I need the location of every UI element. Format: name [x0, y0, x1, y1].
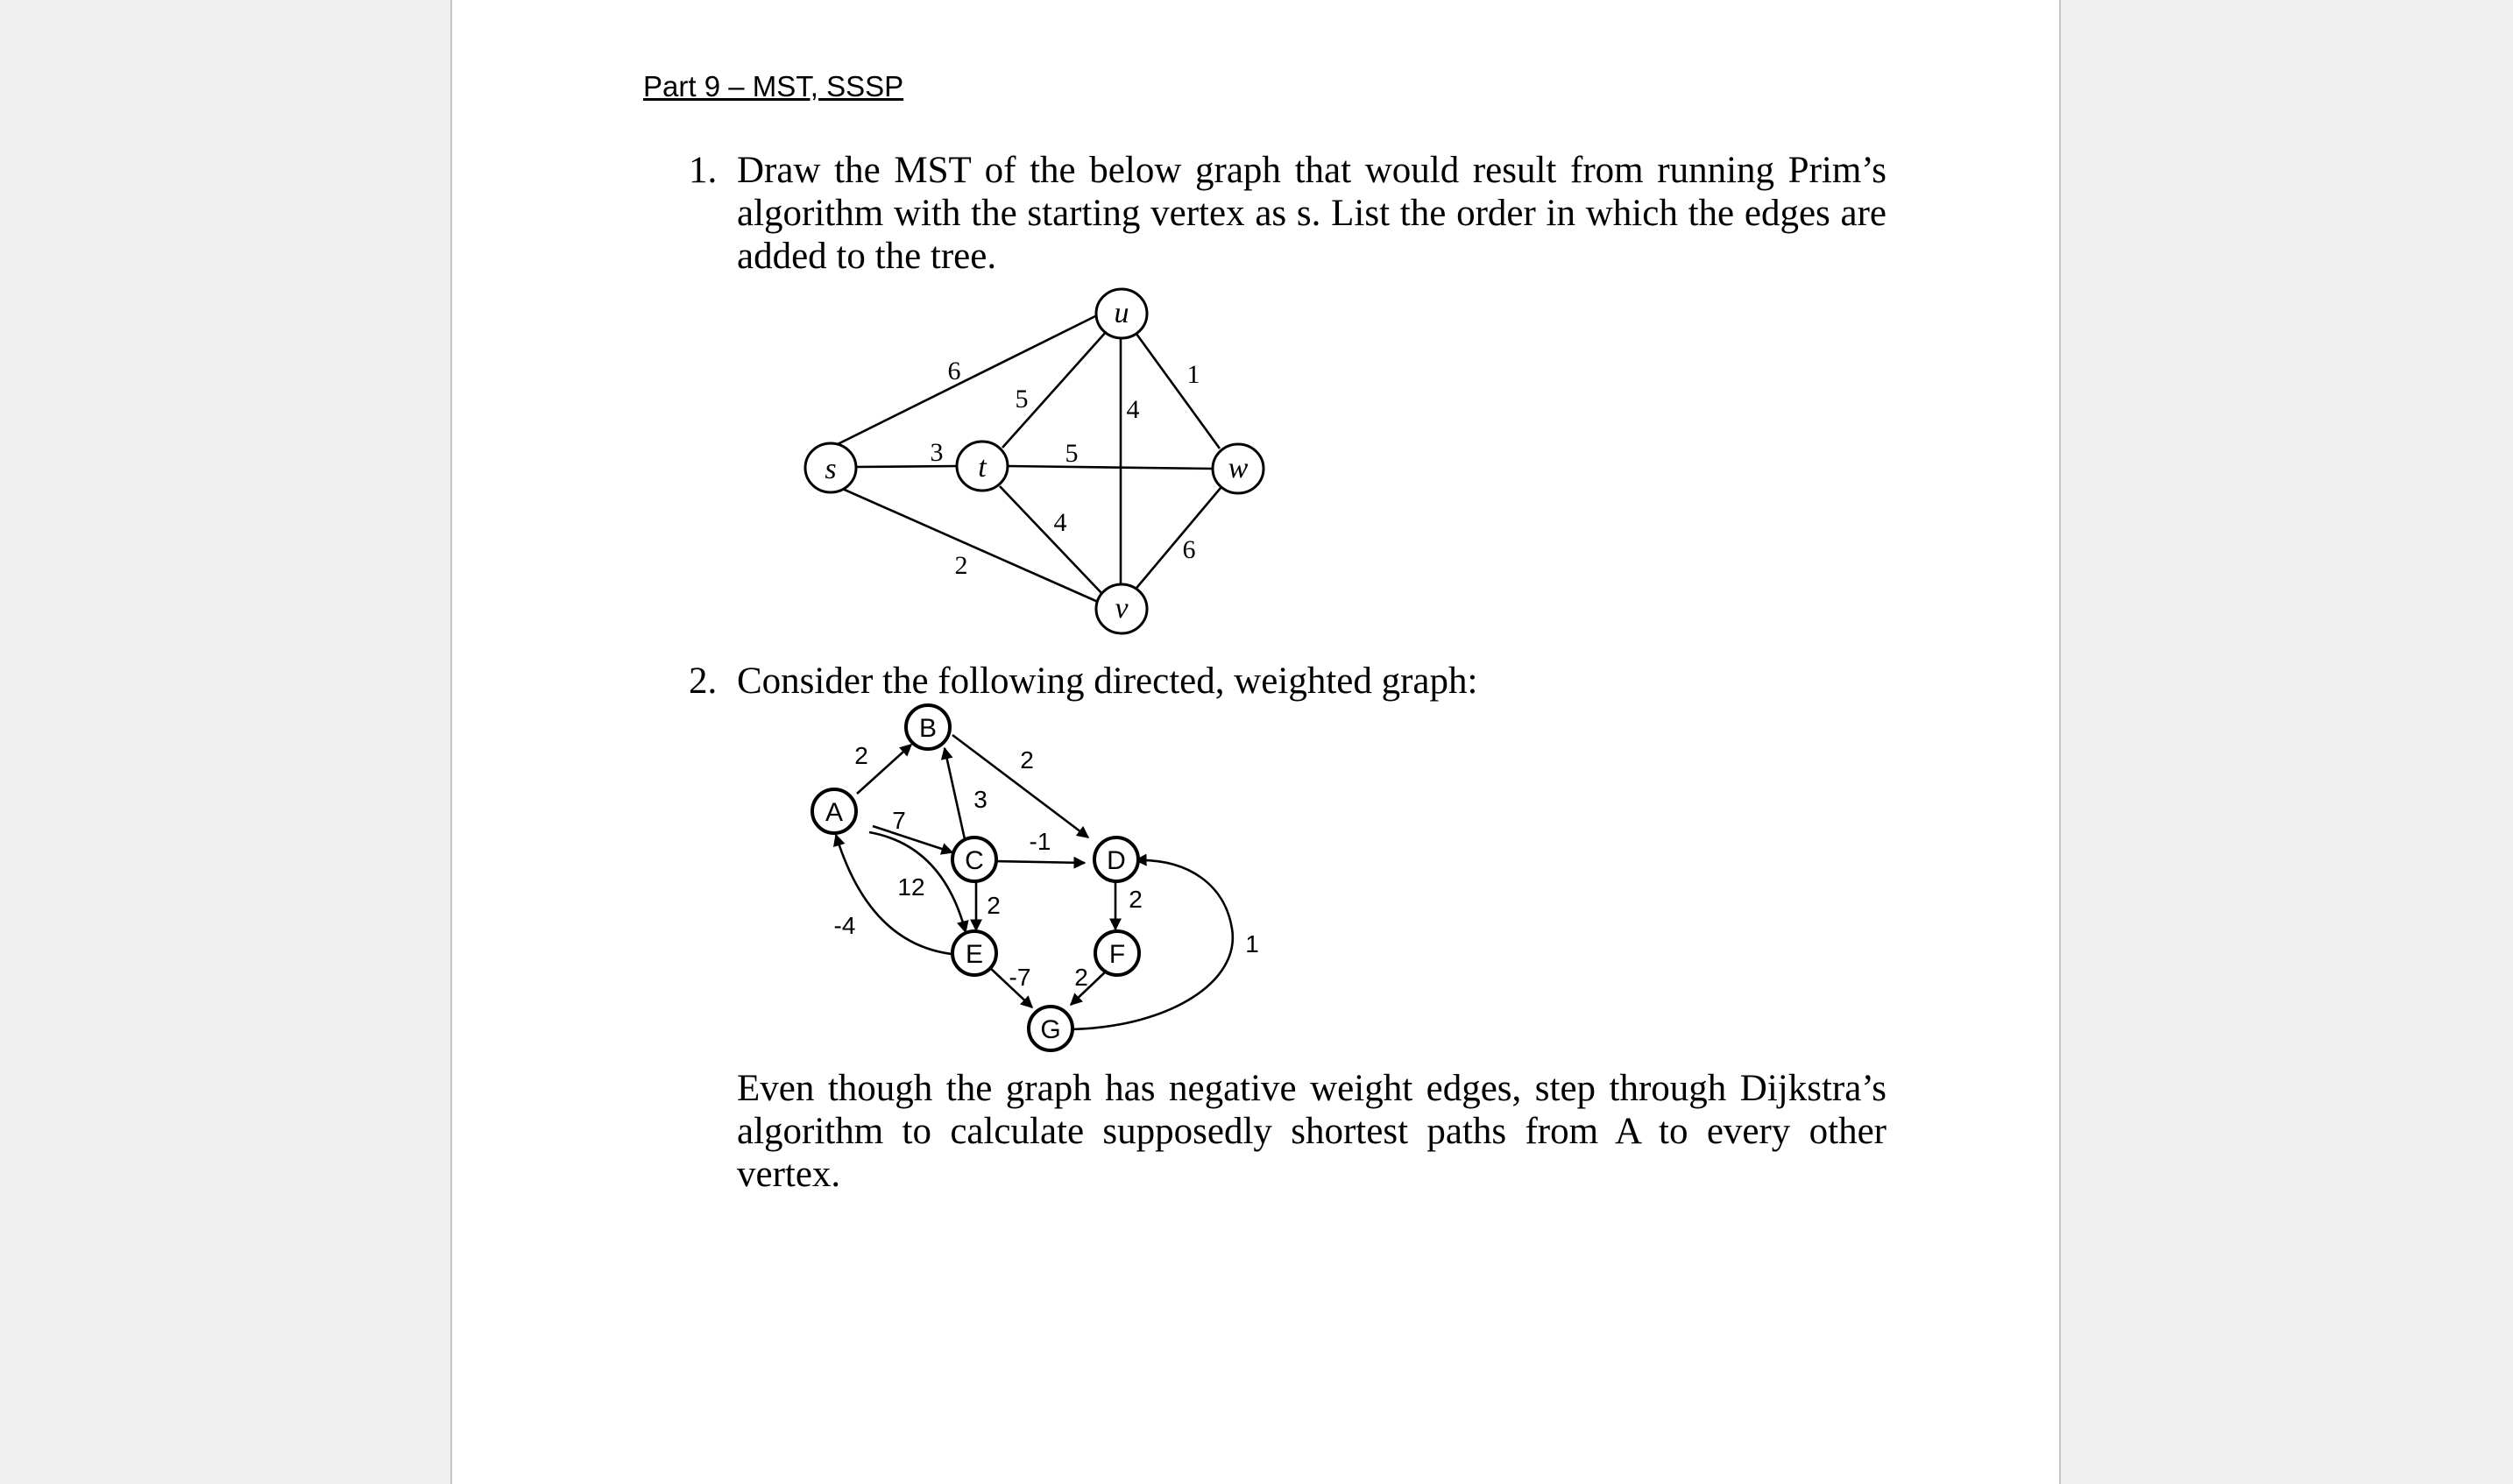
weight-a-c: 7	[892, 807, 906, 834]
edge-u-w	[1134, 330, 1220, 449]
weight-t-v: 4	[1053, 508, 1067, 537]
question-2-line-2: algorithm to calculate supposedly shortest paths from A to every other vertex.	[737, 1111, 1887, 1195]
vertex-e	[952, 931, 996, 975]
vertex-g	[1029, 1007, 1072, 1050]
weight-u-w: 1	[1186, 360, 1200, 389]
weight-s-t: 3	[930, 438, 944, 467]
vertex-d	[1094, 837, 1138, 881]
weight-a-e: 12	[897, 873, 925, 901]
vertex-v	[1096, 584, 1147, 633]
vertex-a	[812, 789, 856, 833]
vertex-c-label: C	[965, 846, 984, 875]
vertex-t-label: t	[978, 451, 987, 484]
weight-t-u: 5	[1015, 385, 1029, 413]
weight-b-d: 2	[1020, 746, 1034, 774]
vertex-u-label: u	[1114, 297, 1129, 329]
vertex-f	[1095, 931, 1139, 975]
graphs-canvas	[452, 0, 2063, 1484]
weight-t-w: 5	[1065, 439, 1079, 468]
weight-f-g: 2	[1074, 964, 1088, 991]
weight-e-g: -7	[1009, 964, 1031, 991]
mst-vertices	[805, 289, 1264, 633]
vertex-c	[952, 837, 996, 881]
weight-u-v: 4	[1126, 395, 1140, 424]
question-1-number: 1.	[689, 150, 718, 191]
question-2-number: 2.	[689, 661, 718, 702]
dijkstra-weights	[834, 742, 1259, 991]
question-1-line-3: added to the tree.	[737, 236, 997, 277]
edge-v-w	[1133, 488, 1221, 592]
weight-c-b: 3	[973, 786, 988, 813]
vertex-g-label: G	[1040, 1015, 1061, 1044]
vertex-e-label: E	[965, 940, 984, 969]
question-2-line-1: Even though the graph has negative weight edges, step through Dijkstra’s	[737, 1068, 1887, 1109]
vertex-b-label: B	[918, 714, 938, 743]
vertex-v-label: v	[1115, 592, 1129, 625]
vertex-a-label: A	[825, 798, 844, 827]
question-1-line-1: Draw the MST of the below graph that would result from running Prim’s	[737, 150, 1887, 191]
vertex-u	[1096, 289, 1147, 338]
edge-t-v	[1000, 486, 1104, 596]
question-1-line-2: algorithm with the starting vertex as s. List the order in which the edges are	[737, 193, 1887, 234]
edge-c-d	[993, 861, 1085, 863]
weight-d-f: 2	[1129, 886, 1143, 913]
question-2-intro-line: Consider the following directed, weighted graph:	[737, 661, 1478, 702]
section-heading: Part 9 – MST, SSSP	[643, 70, 904, 102]
vertex-d-label: D	[1107, 846, 1126, 875]
vertex-s-label: s	[825, 453, 837, 485]
vertex-t	[957, 442, 1008, 491]
vertex-f-label: F	[1108, 940, 1126, 969]
weight-a-b: 2	[854, 742, 868, 769]
document-page	[450, 0, 2061, 1484]
weight-s-u: 6	[947, 357, 961, 385]
weight-g-d: 1	[1245, 930, 1259, 958]
vertex-s	[805, 443, 856, 492]
edge-c-b	[945, 748, 965, 839]
weight-v-w: 6	[1182, 535, 1196, 564]
mst-graph	[829, 313, 1221, 602]
vertex-b	[906, 705, 950, 749]
weight-s-v: 2	[954, 551, 968, 580]
weight-c-e: 2	[987, 892, 1001, 919]
weight-c-d: -1	[1029, 828, 1051, 855]
vertex-w-label: w	[1228, 452, 1249, 484]
weight-e-a: -4	[833, 912, 856, 939]
edge-s-v	[831, 484, 1098, 602]
edge-t-w	[1007, 466, 1214, 469]
vertex-w	[1213, 444, 1264, 493]
dijkstra-graph	[833, 735, 1233, 1029]
